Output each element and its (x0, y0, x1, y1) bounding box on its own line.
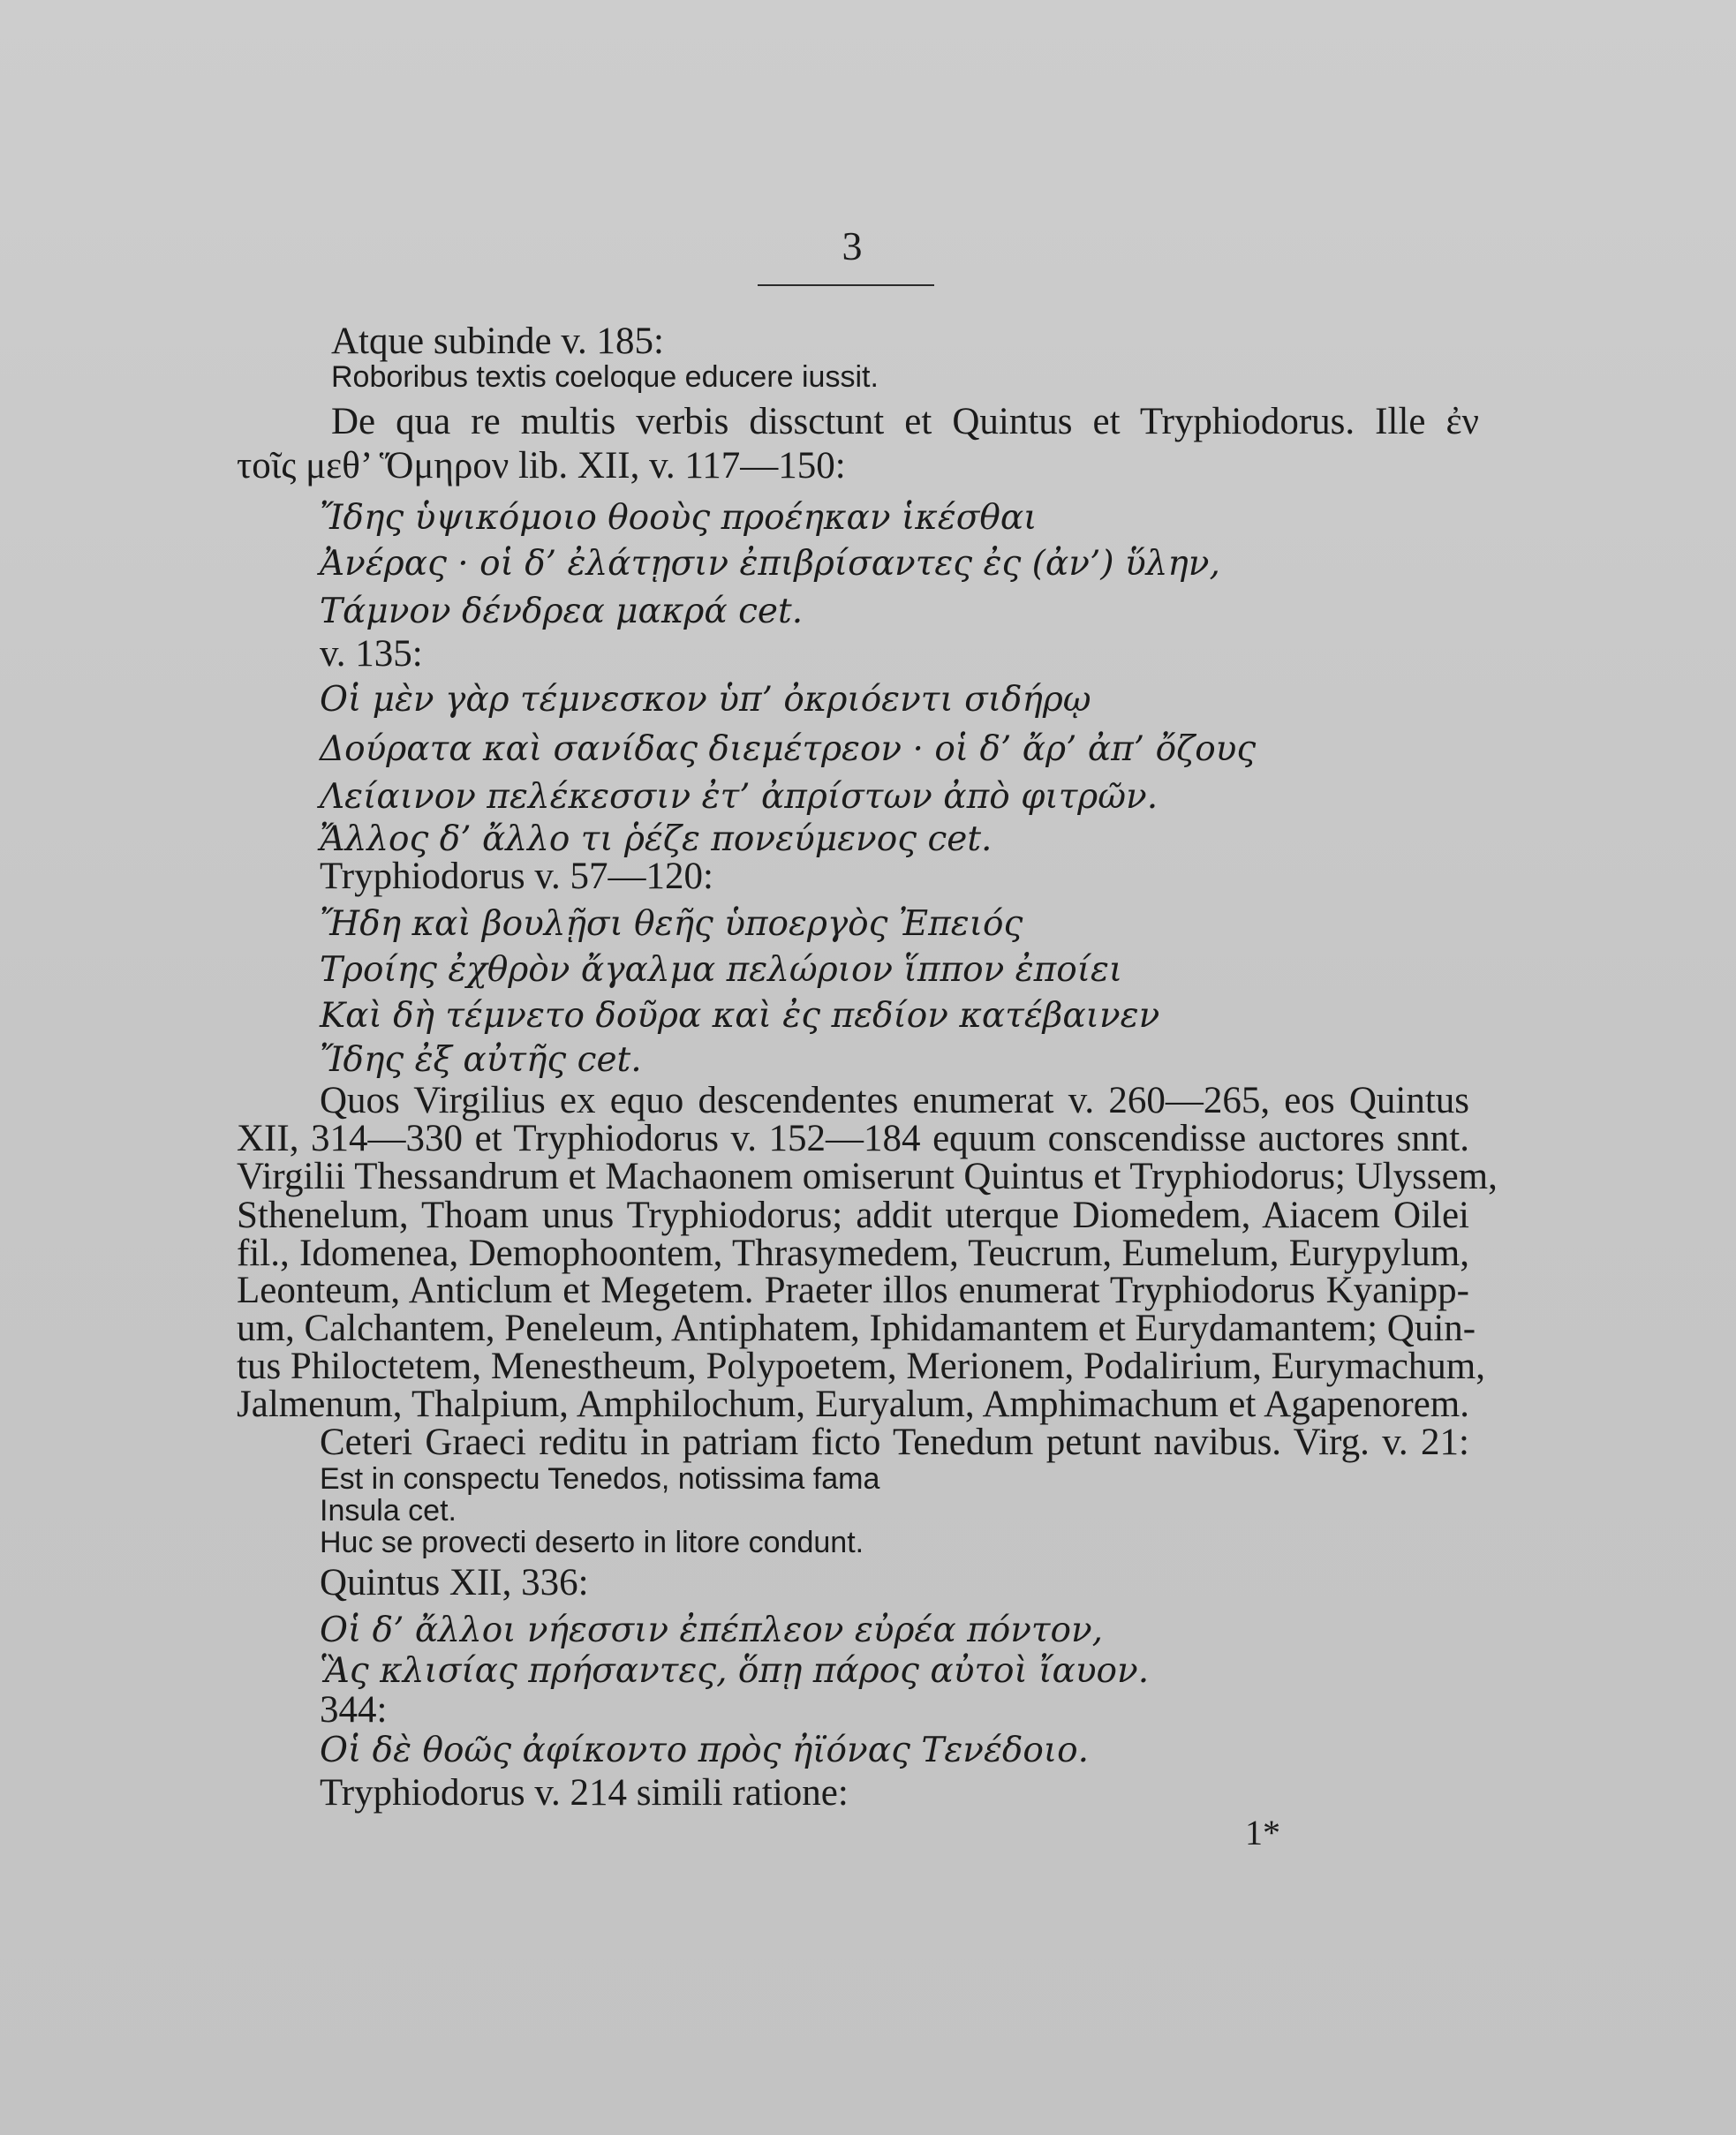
greek-verse: Ἴδης ἐξ αὐτῆς cet. (320, 1040, 642, 1080)
greek-verse: Οἱ δὲ θοῶς ἀφίκοντο πρὸς ἠϊόνας Τενέδοιο. (320, 1731, 1090, 1770)
text-line: De qua re multis verbis dissctunt et Quintus et Tryphiodorus. Ille ἐν (331, 401, 1479, 442)
greek-verse: Ἃς κλισίας πρήσαντες, ὅπῃ πάρος αὐτοὶ ἴαυον. (320, 1651, 1150, 1691)
greek-verse: Ἄλλος δ’ ἄλλο τι ῥέζε πονεύμενος cet. (320, 819, 993, 859)
text-line: Insula cet. (320, 1494, 457, 1528)
text-line: Leonteum, Anticlum et Megetem. Praeter illos enumerat Tryphiodorus Kyanipp- (237, 1270, 1469, 1311)
text-line: Huc se provecti deserto in litore condunt. (320, 1526, 864, 1559)
text-line: 344: (320, 1689, 388, 1731)
greek-verse: Λείαινον πελέκεσσιν ἐτ’ ἀπρίστων ἀπὸ φιτρῶν. (320, 777, 1159, 817)
greek-verse: Οἱ μὲν γὰρ τέμνεσκον ὑπ’ ὀκριόεντι σιδήρῳ (320, 680, 1091, 720)
text-line: Tryphiodorus v. 214 simili ratione: (320, 1772, 849, 1814)
text-line: fil., Idomenea, Demophoontem, Thrasymedem, Teucrum, Eumelum, Eurypylum, (237, 1233, 1469, 1274)
greek-verse: Ἤδη καὶ βουλῇσι θεῆς ὑποεργὸς Ἐπειός (320, 904, 1023, 944)
text-line: Est in conspectu Tenedos, notissima fama (320, 1462, 880, 1496)
text-line: tus Philoctetem, Menestheum, Polypoetem, Merionem, Podalirium, Eurymachum, (237, 1346, 1486, 1387)
page-number: 3 (842, 223, 863, 268)
text-line: Atque subinde v. 185: (331, 321, 665, 362)
text-line: v. 135: (320, 633, 423, 675)
signature-mark: 1* (1245, 1813, 1280, 1852)
text-line: Sthenelum, Thoam unus Tryphiodorus; addit uterque Diomedem, Aiacem Oilei (237, 1195, 1469, 1236)
text-line: Quintus XII, 336: (320, 1562, 589, 1603)
text-line: Roboribus textis coeloque educere iussit. (331, 360, 879, 394)
greek-verse: Ἀνέρας · οἱ δ’ ἐλάτῃσιν ἐπιβρίσαντες ἐς (ἀν’) ὕλην, (320, 544, 1220, 584)
greek-verse: Οἱ δ’ ἄλλοι νήεσσιν ἐπέπλεον εὐρέα πόντον, (320, 1611, 1104, 1650)
text-line: XII, 314—330 et Tryphiodorus v. 152—184 equum conscendisse auctores snnt. (237, 1118, 1469, 1159)
text-line: um, Calchantem, Peneleum, Antiphatem, Iphidamantem et Eurydamantem; Quin- (237, 1308, 1476, 1349)
greek-verse: Τροίης ἐχθρὸν ἄγαλμα πελώριον ἵππον ἐποίει (320, 950, 1123, 990)
text-line: Virgilii Thessandrum et Machaonem omiserunt Quintus et Tryphiodorus; Ulyssem, (237, 1156, 1498, 1197)
greek-verse: Τάμνον δένδρεα μακρά cet. (320, 592, 804, 631)
greek-verse: Ἴδης ὑψικόμοιο θοοὺς προέηκαν ἱκέσθαι (320, 498, 1038, 538)
text-line: Quos Virgilius ex equo descendentes enumerat v. 260—265, eos Quintus (320, 1080, 1469, 1121)
greek-verse: Καὶ δὴ τέμνετο δοῦρα καὶ ἐς πεδίον κατέβαινεν (320, 996, 1160, 1036)
text-line: Jalmenum, Thalpium, Amphilochum, Euryalum, Amphimachum et Agapenorem. (237, 1384, 1469, 1425)
text-line: Ceteri Graeci reditu in patriam ficto Tenedum petunt navibus. Virg. v. 21: (320, 1422, 1469, 1463)
text-line: Tryphiodorus v. 57—120: (320, 856, 713, 897)
text-line: τοῖς μεθ’ Ὅμηρον lib. XII, v. 117—150: (237, 445, 846, 487)
greek-verse: Δούρατα καὶ σανίδας διεμέτρεον · οἱ δ’ ἄρ’ ἀπ’ ὄζους (320, 729, 1257, 769)
header-rule (758, 284, 934, 286)
